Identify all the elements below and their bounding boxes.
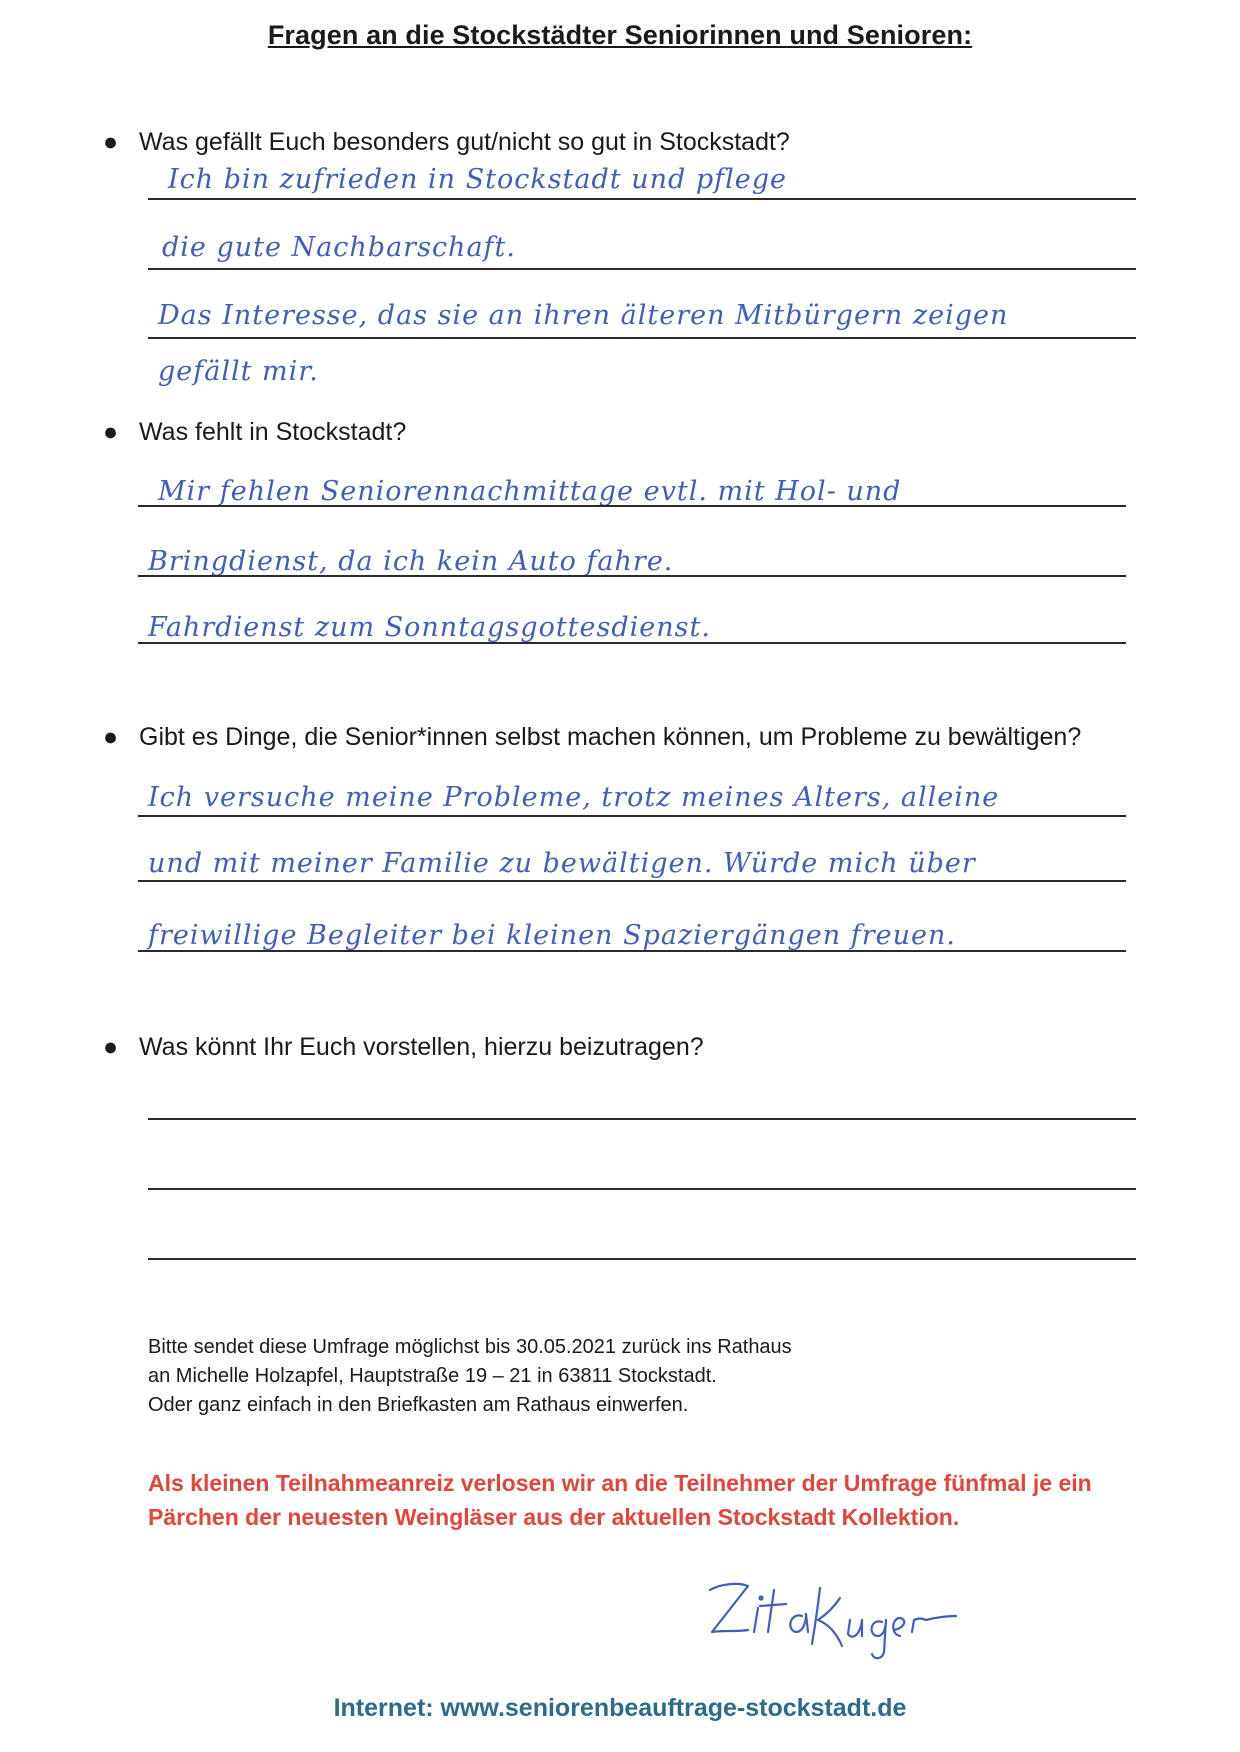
question-2	[103, 418, 406, 447]
answer-rule	[138, 505, 1126, 507]
instruction-line: Oder ganz einfach in den Briefkasten am Rathaus einwerfen.	[148, 1394, 689, 1416]
answer-line: die gute Nachbarschaft.	[162, 232, 516, 263]
answer-rule	[148, 268, 1136, 270]
question-4	[103, 1033, 704, 1062]
question-text: Was könnt Ihr Euch vorstellen, hierzu beizutragen?	[139, 1033, 704, 1061]
answer-rule[interactable]	[148, 1188, 1136, 1190]
question-text: Gibt es Dinge, die Senior*innen selbst machen können, um Probleme zu bewältigen?	[139, 723, 1082, 751]
handwritten-signature	[690, 1560, 960, 1670]
question-3	[103, 723, 1081, 752]
answer-line: freiwillige Begleiter bei kleinen Spaziergängen freuen.	[148, 920, 956, 951]
answer-line: Das Interesse, das sie an ihren älteren Mitbürgern zeigen	[158, 300, 1009, 331]
internet-link[interactable]: Internet: www.seniorenbeauftrage-stockstadt.de	[333, 1694, 907, 1722]
answer-line: Ich bin zufrieden in Stockstadt und pflege	[168, 164, 788, 195]
answer-line: Ich versuche meine Probleme, trotz meines Alters, alleine	[148, 782, 1000, 813]
bullet-icon: ●	[103, 1033, 119, 1061]
question-text: Was fehlt in Stockstadt?	[139, 418, 407, 446]
answer-rule	[148, 198, 1136, 200]
question-text: Was gefällt Euch besonders gut/nicht so gut in Stockstadt?	[139, 128, 790, 156]
bullet-icon: ●	[103, 723, 119, 751]
answer-rule	[138, 815, 1126, 817]
page-title: Fragen an die Stockstädter Seniorinnen und Senioren:	[267, 20, 973, 50]
answer-line: gefällt mir.	[158, 356, 319, 387]
answer-line: Mir fehlen Seniorennachmittage evtl. mit Hol- und	[158, 476, 902, 507]
bullet-icon: ●	[103, 128, 119, 156]
answer-rule	[148, 337, 1136, 339]
return-instructions	[148, 1333, 792, 1420]
instruction-line: an Michelle Holzapfel, Hauptstraße 19 – 21 in 63811 Stockstadt.	[148, 1365, 717, 1387]
prize-note: Als kleinen Teilnahmeanreiz verlosen wir an die Teilnehmer der Umfrage fünfmal je ein Pärchen der neuesten Weingläser aus der aktuellen Stockstadt Kollektion.	[148, 1470, 1092, 1530]
answer-rule	[138, 642, 1126, 644]
answer-rule	[138, 575, 1126, 577]
answer-rule	[138, 880, 1126, 882]
question-1	[103, 128, 790, 157]
instruction-line: Bitte sendet diese Umfrage möglichst bis 30.05.2021 zurück ins Rathaus	[148, 1336, 792, 1358]
answer-rule	[138, 950, 1126, 952]
answer-line: und mit meiner Familie zu bewältigen. Würde mich über	[148, 848, 976, 879]
answer-rule[interactable]	[148, 1258, 1136, 1260]
bullet-icon: ●	[103, 418, 119, 446]
answer-line: Fahrdienst zum Sonntagsgottesdienst.	[148, 612, 711, 643]
answer-line: Bringdienst, da ich kein Auto fahre.	[148, 546, 674, 577]
answer-rule[interactable]	[148, 1118, 1136, 1120]
